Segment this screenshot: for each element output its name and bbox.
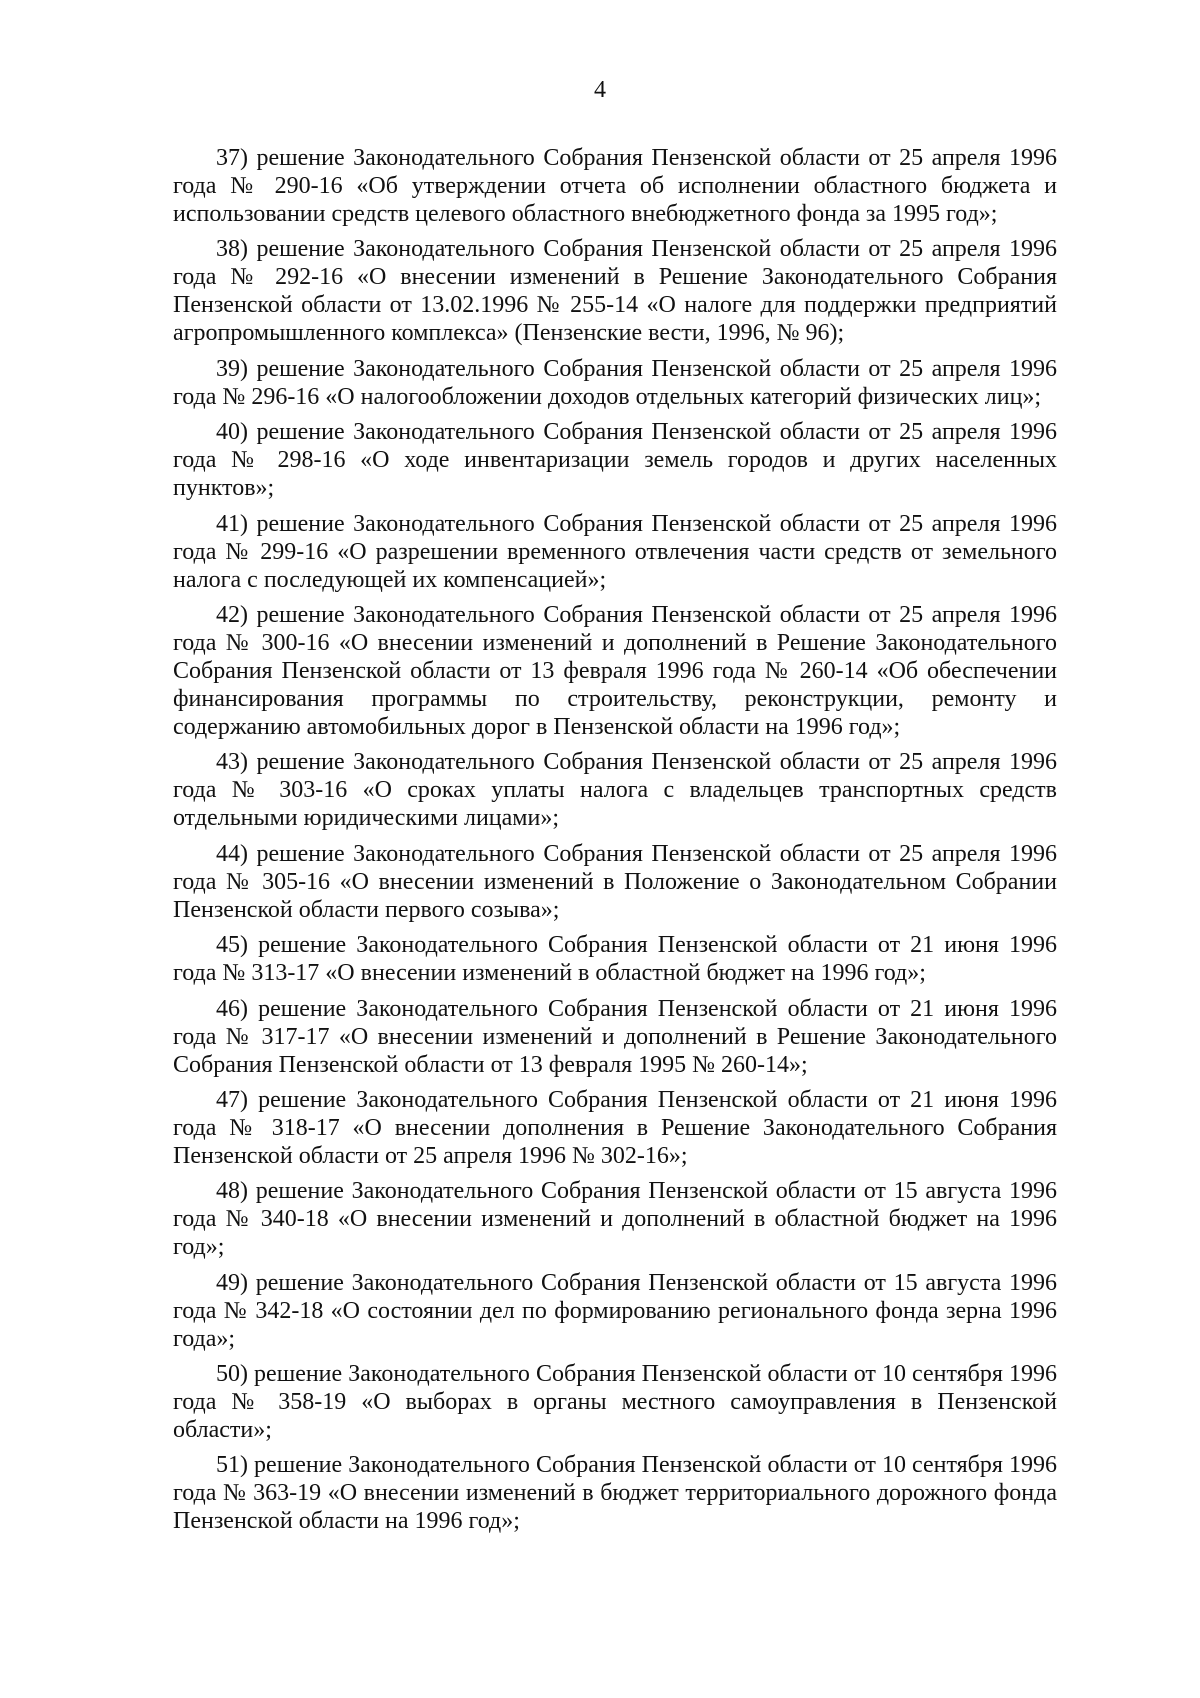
list-item: 44) решение Законодательного Собрания Пензенской области от 25 апреля 1996 года № 305-16 «О внесении изменений в Положение о Законодательном Собрании Пензенской области первого созыва»; xyxy=(173,840,1057,923)
page-number: 4 xyxy=(594,77,606,103)
list-item: 40) решение Законодательного Собрания Пензенской области от 25 апреля 1996 года № 298-16 «О ходе инвентаризации земель городов и других населенных пунктов»; xyxy=(173,419,1057,502)
list-item: 45) решение Законодательного Собрания Пензенской области от 21 июня 1996 года № 313-17 «О внесении изменений в областной бюджет на 1996 год»; xyxy=(173,932,1057,987)
list-item: 49) решение Законодательного Собрания Пензенской области от 15 августа 1996 года № 342-18 «О состоянии дел по формированию регионального фонда зерна 1996 года»; xyxy=(173,1269,1057,1352)
list-item: 46) решение Законодательного Собрания Пензенской области от 21 июня 1996 года № 317-17 «О внесении изменений и дополнений в Решение Законодательного Собрания Пензенской области от 13 февраля 1995 № 260-14»; xyxy=(173,995,1057,1078)
list-item: 38) решение Законодательного Собрания Пензенской области от 25 апреля 1996 года № 292-16 «О внесении изменений в Решение Законодательного Собрания Пензенской области от 13.02.1996 № 255-14 «О налоге для поддержки предприятий агропромышленного комплекса» (Пензенские вести, 1996, № 96); xyxy=(173,236,1057,347)
list-item: 47) решение Законодательного Собрания Пензенской области от 21 июня 1996 года № 318-17 «О внесении дополнения в Решение Законодательного Собрания Пензенской области от 25 апреля 1996 № 302-16»; xyxy=(173,1086,1057,1169)
list-item: 39) решение Законодательного Собрания Пензенской области от 25 апреля 1996 года № 296-16 «О налогообложении доходов отдельных категорий физических лиц»; xyxy=(173,355,1057,410)
list-item: 43) решение Законодательного Собрания Пензенской области от 25 апреля 1996 года № 303-16 «О сроках уплаты налога с владельцев транспортных средств отдельными юридическими лицами»; xyxy=(173,749,1057,832)
list-item: 50) решение Законодательного Собрания Пензенской области от 10 сентября 1996 года № 358-19 «О выборах в органы местного самоуправления в Пензенской области»; xyxy=(173,1361,1057,1444)
list-item: 41) решение Законодательного Собрания Пензенской области от 25 апреля 1996 года № 299-16 «О разрешении временного отвлечения части средств от земельного налога с последующей их компенсацией»; xyxy=(173,510,1057,593)
list-item: 48) решение Законодательного Собрания Пензенской области от 15 августа 1996 года № 340-18 «О внесении изменений и дополнений в областной бюджет на 1996 год»; xyxy=(173,1178,1057,1261)
list-item: 37) решение Законодательного Собрания Пензенской области от 25 апреля 1996 года № 290-16 «Об утверждении отчета об исполнении областного бюджета и использовании средств целевого областного внебюджетного фонда за 1995 год»; xyxy=(173,145,1057,227)
document-body xyxy=(173,144,1057,1543)
list-item: 42) решение Законодательного Собрания Пензенской области от 25 апреля 1996 года № 300-16 «О внесении изменений и дополнений в Решение Законодательного Собрания Пензенской области от 13 февраля 1996 года № 260-14 «Об обеспечении финансирования программы по строительству, реконструкции, ремонту и содержанию автомобильных дорог в Пензенской области на 1996 год»; xyxy=(173,601,1057,740)
list-item: 51) решение Законодательного Собрания Пензенской области от 10 сентября 1996 года № 363-19 «О внесении изменений в бюджет территориального дорожного фонда Пензенской области на 1996 год»; xyxy=(173,1452,1057,1535)
